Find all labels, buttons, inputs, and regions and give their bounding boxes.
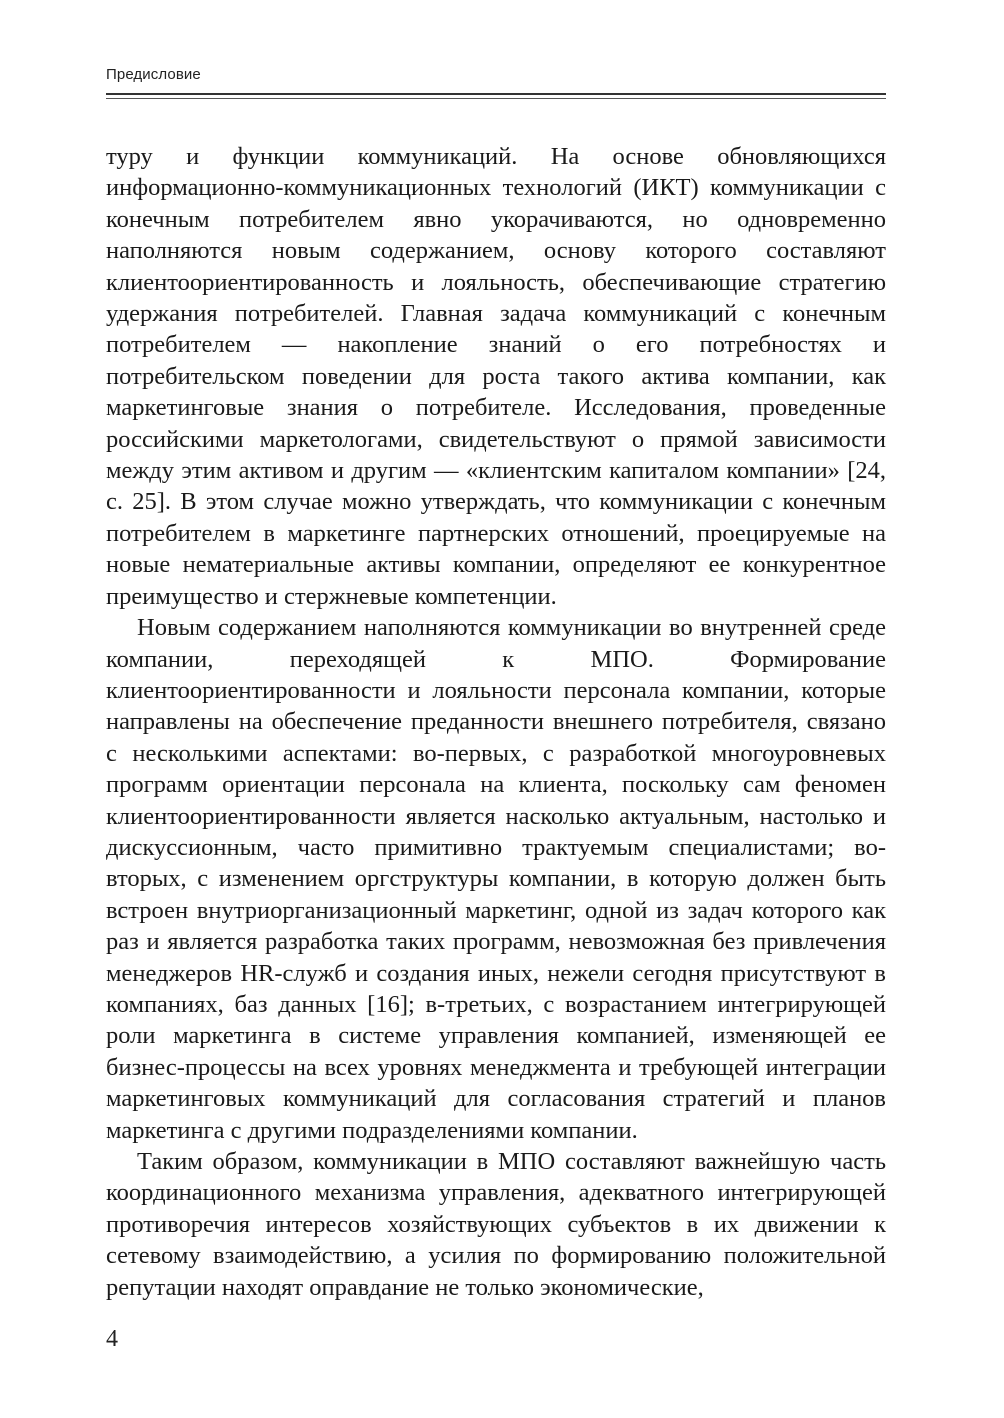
header-rule-thin (106, 98, 886, 99)
paragraph-2: Новым содержанием наполняются коммуникации во внутренней среде компании, переходящей к МПО. Формирование клиентоориентированности и лояльности персонала компании, которые направлены на обеспечение преданности внешнего потребителя, связано с несколькими аспектами: во-первых, с разработкой многоуровневых программ ориентации персонала на клиента, поскольку сам феномен клиентоориентированности является насколько актуальным, настолько и дискуссионным, часто примитивно трактуемым специалистами; во-вторых, с изменением оргструктуры компании, в которую должен быть встроен внутриорганизационный маркетинг, одной из задач которого как раз и является разработка таких программ, невозможная без привлечения менеджеров HR-служб и создания иных, нежели сегодня присутствуют в компаниях, баз данных [16]; в-третьих, с возрастанием интегрирующей роли маркетинга в системе управления компанией, изменяющей ее бизнес-процессы на всех уровнях менеджмента и требующей интеграции маркетинговых коммуникаций для согласования стратегий и планов маркетинга с другими подразделениями компании. (106, 614, 886, 1144)
header-rule-thick (106, 93, 886, 95)
paragraph-3: Таким образом, коммуникации в МПО составляют важнейшую часть координационного механизма управления, адекватного интегрирующей противоречия интересов хозяйствующих субъектов в их движении к сетевому взаимодействию, а усилия по формированию положительной репутации находят оправдание не только экономические, (106, 1148, 886, 1301)
body-text (106, 141, 886, 1303)
page-number: 4 (106, 1326, 118, 1352)
running-head: Предисловие (106, 66, 201, 83)
paragraph-1: туру и функции коммуникаций. На основе обновляющихся информационно-коммуникационных технологий (ИКТ) коммуникации с конечным потребителем явно укорачиваются, но одновременно наполняются новым содержанием, основу которого составляют клиентоориентированность и лояльность, обеспечивающие стратегию удержания потребителей. Главная задача коммуникаций с конечным потребителем — накопление знаний о его потребностях и потребительском поведении для роста такого актива компании, как маркетинговые знания о потребителе. Исследования, проведенные российскими маркетологами, свидетельствуют о прямой зависимости между этим активом и другим — «клиентским капиталом компании» [24, с. 25]. В этом случае можно утверждать, что коммуникации с конечным потребителем в маркетинге партнерских отношений, проецируемые на новые нематериальные активы компании, определяют ее конкурентное преимущество и стержневые компетенции. (106, 143, 886, 610)
